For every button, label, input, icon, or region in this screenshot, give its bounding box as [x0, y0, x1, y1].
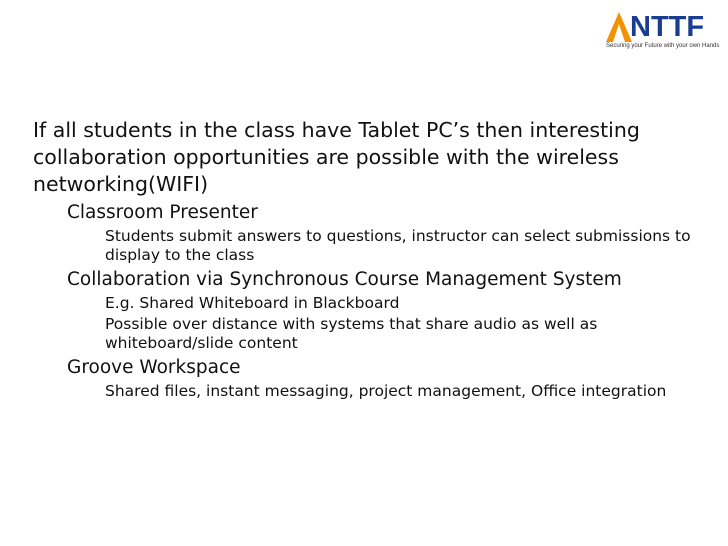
logo-wordmark: NTTF [630, 11, 705, 43]
slide-body [33, 117, 713, 401]
sub-item: Students submit answers to questions, instructor can select submissions to display to the class [105, 227, 691, 264]
sub-item: Shared files, instant messaging, project management, Office integration [105, 382, 667, 400]
intro-paragraph: If all students in the class have Tablet PC’s then interesting collaboration opportunities are possible with the wireless networking(WIFI) [33, 118, 640, 196]
item-groove-workspace: Groove Workspace [67, 357, 241, 378]
item-collaboration-scms: Collaboration via Synchronous Course Management System [67, 269, 622, 290]
logo-tagline: Securing your Future with your own Hands [606, 43, 720, 49]
sub-item: E.g. Shared Whiteboard in Blackboard [105, 294, 400, 312]
item-classroom-presenter: Classroom Presenter [67, 202, 258, 223]
logo-triangle-icon [606, 12, 632, 42]
nttf-logo [606, 8, 724, 54]
sub-item: Possible over distance with systems that share audio as well as whiteboard/slide content [105, 315, 598, 352]
